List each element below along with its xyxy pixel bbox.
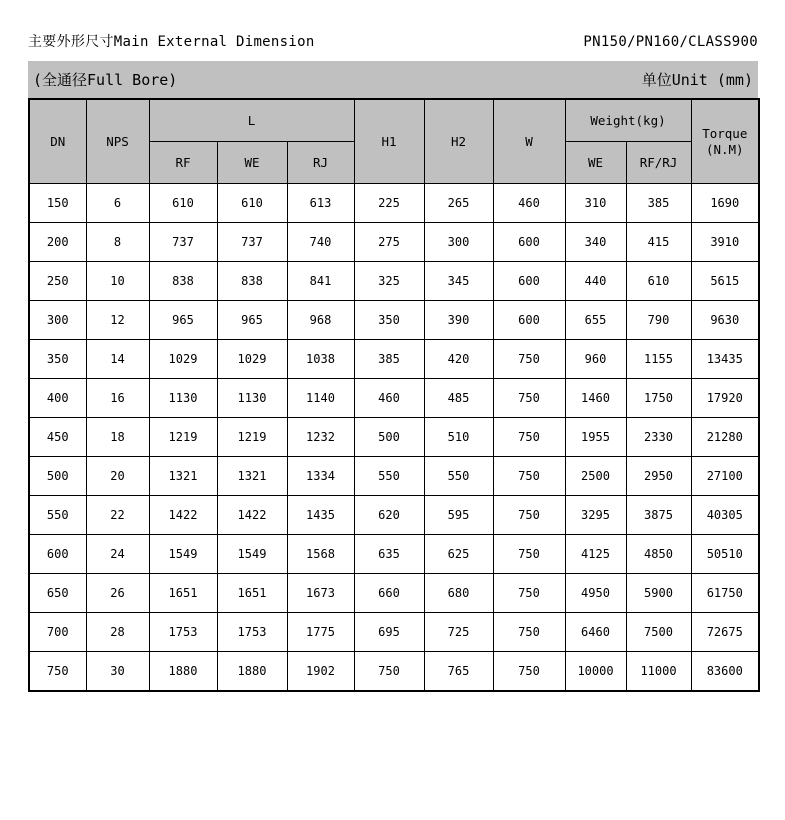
table-cell: 635 bbox=[354, 535, 424, 574]
table-cell: 750 bbox=[493, 457, 565, 496]
table-cell: 620 bbox=[354, 496, 424, 535]
col-header-l-rf: RF bbox=[149, 142, 217, 184]
bore-type-label: (全通径Full Bore) bbox=[33, 71, 178, 89]
table-row bbox=[29, 457, 759, 496]
col-header-h1: H1 bbox=[354, 99, 424, 184]
table-cell: 1460 bbox=[565, 379, 626, 418]
table-row bbox=[29, 535, 759, 574]
table-cell: 275 bbox=[354, 223, 424, 262]
col-header-l-we: WE bbox=[217, 142, 287, 184]
table-cell: 500 bbox=[29, 457, 86, 496]
table-cell: 750 bbox=[29, 652, 86, 692]
table-cell: 1140 bbox=[287, 379, 354, 418]
table-cell: 2330 bbox=[626, 418, 691, 457]
col-header-l-group: L bbox=[149, 99, 354, 142]
table-row bbox=[29, 652, 759, 692]
table-cell: 440 bbox=[565, 262, 626, 301]
table-cell: 510 bbox=[424, 418, 493, 457]
unit-label: 单位Unit (mm) bbox=[641, 71, 753, 89]
table-cell: 4125 bbox=[565, 535, 626, 574]
table-cell: 765 bbox=[424, 652, 493, 692]
table-cell: 550 bbox=[424, 457, 493, 496]
table-row bbox=[29, 223, 759, 262]
table-cell: 3910 bbox=[691, 223, 759, 262]
table-cell: 1750 bbox=[626, 379, 691, 418]
table-cell: 6460 bbox=[565, 613, 626, 652]
table-cell: 1568 bbox=[287, 535, 354, 574]
table-cell: 325 bbox=[354, 262, 424, 301]
table-cell: 750 bbox=[493, 613, 565, 652]
table-row bbox=[29, 379, 759, 418]
table-cell: 9630 bbox=[691, 301, 759, 340]
table-cell: 1753 bbox=[217, 613, 287, 652]
table-cell: 300 bbox=[29, 301, 86, 340]
table-cell: 750 bbox=[493, 535, 565, 574]
table-cell: 420 bbox=[424, 340, 493, 379]
table-row bbox=[29, 301, 759, 340]
table-cell: 1130 bbox=[149, 379, 217, 418]
table-cell: 3875 bbox=[626, 496, 691, 535]
dimension-table bbox=[28, 98, 760, 692]
table-cell: 5900 bbox=[626, 574, 691, 613]
table-cell: 72675 bbox=[691, 613, 759, 652]
table-cell: 968 bbox=[287, 301, 354, 340]
table-cell: 3295 bbox=[565, 496, 626, 535]
table-cell: 600 bbox=[493, 262, 565, 301]
table-cell: 1955 bbox=[565, 418, 626, 457]
table-header bbox=[29, 99, 759, 184]
col-header-h2: H2 bbox=[424, 99, 493, 184]
table-cell: 13435 bbox=[691, 340, 759, 379]
table-cell: 150 bbox=[29, 184, 86, 223]
page-title: 主要外形尺寸Main External Dimension bbox=[28, 34, 315, 50]
table-row bbox=[29, 574, 759, 613]
table-row bbox=[29, 262, 759, 301]
table-cell: 1422 bbox=[217, 496, 287, 535]
table-cell: 415 bbox=[626, 223, 691, 262]
table-cell: 460 bbox=[354, 379, 424, 418]
col-header-weight-we: WE bbox=[565, 142, 626, 184]
table-cell: 10 bbox=[86, 262, 149, 301]
table-cell: 725 bbox=[424, 613, 493, 652]
table-cell: 838 bbox=[217, 262, 287, 301]
table-cell: 1549 bbox=[149, 535, 217, 574]
table-cell: 750 bbox=[493, 340, 565, 379]
table-cell: 385 bbox=[626, 184, 691, 223]
table-cell: 1232 bbox=[287, 418, 354, 457]
table-cell: 610 bbox=[626, 262, 691, 301]
torque-label-line2: (N.M) bbox=[705, 141, 744, 157]
table-cell: 250 bbox=[29, 262, 86, 301]
table-cell: 400 bbox=[29, 379, 86, 418]
table-cell: 960 bbox=[565, 340, 626, 379]
table-row bbox=[29, 418, 759, 457]
table-cell: 20 bbox=[86, 457, 149, 496]
table-cell: 27100 bbox=[691, 457, 759, 496]
table-cell: 50510 bbox=[691, 535, 759, 574]
table-cell: 965 bbox=[217, 301, 287, 340]
table-cell: 740 bbox=[287, 223, 354, 262]
table-cell: 61750 bbox=[691, 574, 759, 613]
table-cell: 625 bbox=[424, 535, 493, 574]
table-row bbox=[29, 496, 759, 535]
table-cell: 1219 bbox=[217, 418, 287, 457]
table-cell: 1029 bbox=[217, 340, 287, 379]
table-cell: 30 bbox=[86, 652, 149, 692]
table-cell: 40305 bbox=[691, 496, 759, 535]
table-cell: 1155 bbox=[626, 340, 691, 379]
table-cell: 450 bbox=[29, 418, 86, 457]
table-cell: 17920 bbox=[691, 379, 759, 418]
table-cell: 14 bbox=[86, 340, 149, 379]
table-cell: 750 bbox=[493, 379, 565, 418]
table-cell: 4950 bbox=[565, 574, 626, 613]
table-cell: 1219 bbox=[149, 418, 217, 457]
col-header-weight-rfrj: RF/RJ bbox=[626, 142, 691, 184]
table-cell: 385 bbox=[354, 340, 424, 379]
table-cell: 750 bbox=[493, 652, 565, 692]
table-cell: 200 bbox=[29, 223, 86, 262]
table-cell: 16 bbox=[86, 379, 149, 418]
table-row bbox=[29, 613, 759, 652]
table-cell: 1651 bbox=[149, 574, 217, 613]
table-cell: 750 bbox=[354, 652, 424, 692]
table-cell: 841 bbox=[287, 262, 354, 301]
table-cell: 655 bbox=[565, 301, 626, 340]
col-header-torque bbox=[691, 99, 759, 184]
table-cell: 595 bbox=[424, 496, 493, 535]
table-cell: 660 bbox=[354, 574, 424, 613]
table-cell: 340 bbox=[565, 223, 626, 262]
table-cell: 680 bbox=[424, 574, 493, 613]
table-cell: 1549 bbox=[217, 535, 287, 574]
title-bar bbox=[28, 31, 758, 51]
table-cell: 1321 bbox=[217, 457, 287, 496]
table-body bbox=[29, 184, 759, 692]
table-cell: 613 bbox=[287, 184, 354, 223]
table-cell: 737 bbox=[217, 223, 287, 262]
table-cell: 8 bbox=[86, 223, 149, 262]
table-cell: 1321 bbox=[149, 457, 217, 496]
table-cell: 1651 bbox=[217, 574, 287, 613]
table-cell: 550 bbox=[29, 496, 86, 535]
pressure-class-label: PN150/PN160/CLASS900 bbox=[583, 34, 758, 50]
subtitle-band bbox=[28, 61, 758, 98]
table-cell: 965 bbox=[149, 301, 217, 340]
table-cell: 1130 bbox=[217, 379, 287, 418]
table-row bbox=[29, 340, 759, 379]
table-cell: 18 bbox=[86, 418, 149, 457]
table-cell: 26 bbox=[86, 574, 149, 613]
table-cell: 1334 bbox=[287, 457, 354, 496]
table-cell: 300 bbox=[424, 223, 493, 262]
table-cell: 695 bbox=[354, 613, 424, 652]
table-cell: 700 bbox=[29, 613, 86, 652]
table-cell: 460 bbox=[493, 184, 565, 223]
table-cell: 1435 bbox=[287, 496, 354, 535]
table-cell: 500 bbox=[354, 418, 424, 457]
table-cell: 350 bbox=[354, 301, 424, 340]
header-row-top bbox=[29, 99, 759, 142]
table-cell: 11000 bbox=[626, 652, 691, 692]
table-cell: 750 bbox=[493, 418, 565, 457]
table-cell: 310 bbox=[565, 184, 626, 223]
col-header-weight-group: Weight(kg) bbox=[565, 99, 691, 142]
col-header-dn: DN bbox=[29, 99, 86, 184]
table-cell: 2500 bbox=[565, 457, 626, 496]
col-header-l-rj: RJ bbox=[287, 142, 354, 184]
table-cell: 750 bbox=[493, 496, 565, 535]
table-cell: 225 bbox=[354, 184, 424, 223]
table-cell: 600 bbox=[493, 301, 565, 340]
table-cell: 83600 bbox=[691, 652, 759, 692]
table-cell: 5615 bbox=[691, 262, 759, 301]
table-cell: 1422 bbox=[149, 496, 217, 535]
table-cell: 1775 bbox=[287, 613, 354, 652]
table-cell: 737 bbox=[149, 223, 217, 262]
table-cell: 600 bbox=[29, 535, 86, 574]
table-cell: 21280 bbox=[691, 418, 759, 457]
table-cell: 750 bbox=[493, 574, 565, 613]
table-cell: 345 bbox=[424, 262, 493, 301]
col-header-nps: NPS bbox=[86, 99, 149, 184]
table-row bbox=[29, 184, 759, 223]
table-cell: 7500 bbox=[626, 613, 691, 652]
table-cell: 1753 bbox=[149, 613, 217, 652]
table-cell: 1673 bbox=[287, 574, 354, 613]
table-cell: 1690 bbox=[691, 184, 759, 223]
table-cell: 10000 bbox=[565, 652, 626, 692]
table-cell: 838 bbox=[149, 262, 217, 301]
table-cell: 350 bbox=[29, 340, 86, 379]
table-cell: 265 bbox=[424, 184, 493, 223]
table-cell: 4850 bbox=[626, 535, 691, 574]
table-cell: 550 bbox=[354, 457, 424, 496]
table-cell: 1029 bbox=[149, 340, 217, 379]
table-cell: 1880 bbox=[217, 652, 287, 692]
table-cell: 790 bbox=[626, 301, 691, 340]
table-cell: 1902 bbox=[287, 652, 354, 692]
table-cell: 610 bbox=[217, 184, 287, 223]
table-cell: 610 bbox=[149, 184, 217, 223]
table-cell: 650 bbox=[29, 574, 86, 613]
table-cell: 12 bbox=[86, 301, 149, 340]
table-cell: 2950 bbox=[626, 457, 691, 496]
table-cell: 1880 bbox=[149, 652, 217, 692]
table-cell: 22 bbox=[86, 496, 149, 535]
table-cell: 485 bbox=[424, 379, 493, 418]
table-cell: 600 bbox=[493, 223, 565, 262]
col-header-w: W bbox=[493, 99, 565, 184]
torque-label-line1: Torque bbox=[702, 125, 748, 141]
table-cell: 1038 bbox=[287, 340, 354, 379]
table-cell: 28 bbox=[86, 613, 149, 652]
table-cell: 390 bbox=[424, 301, 493, 340]
table-cell: 24 bbox=[86, 535, 149, 574]
table-cell: 6 bbox=[86, 184, 149, 223]
